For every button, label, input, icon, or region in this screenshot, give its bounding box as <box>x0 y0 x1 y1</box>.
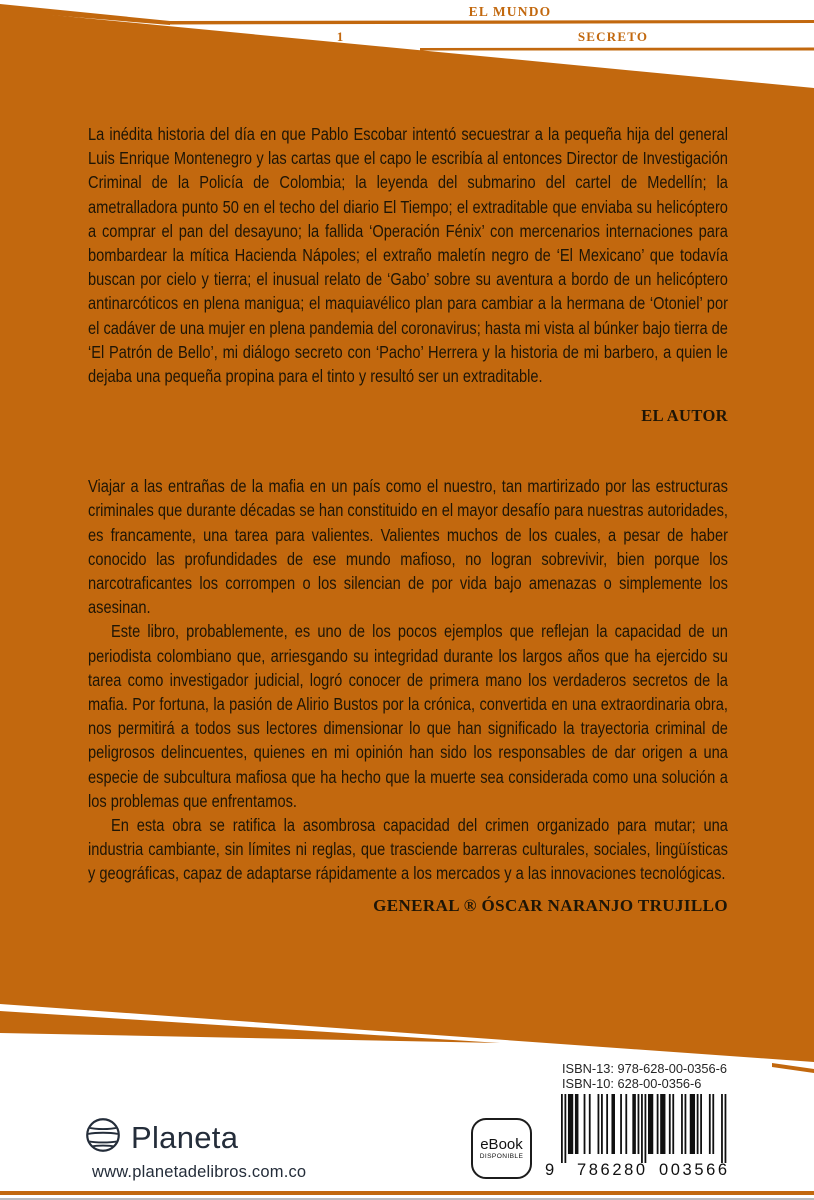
publisher-website: www.planetadelibros.com.co <box>92 1163 307 1181</box>
barcode-digit-left: 9 <box>545 1161 555 1179</box>
back-cover-text-block <box>88 122 814 916</box>
isbn-block <box>562 1062 727 1091</box>
planeta-globe-icon <box>84 1116 122 1159</box>
ebook-badge-subtitle: DISPONIBLE <box>479 1152 524 1160</box>
barcode-digit-group1: 786280 <box>577 1161 648 1179</box>
review-paragraph-1: Viajar a las entrañas de la mafia en un país como el nuestro, tan martirizado por las estructuras criminales que durante décadas se han constituido en el mayor desafío para nuestras autoridades, es francamente, una tarea para valientes. Valientes muchos de los cuales, a pesar de haber conocido las profundidades de ese mundo mafioso, no logran sobrevivir, bien porque los narcotraficantes los corrompen o los silencian de por vida bajo amenazas o simplemente los asesinan. <box>88 476 728 618</box>
isbn13-text: ISBN-13: 978-628-00-0356-6 <box>562 1061 728 1076</box>
publisher-name: Planeta <box>131 1119 239 1155</box>
top-rule-2 <box>420 48 814 51</box>
ebook-available-badge <box>471 1118 532 1179</box>
top-rule-1 <box>168 20 814 25</box>
review-paragraph-3: En esta obra se ratifica la asombrosa capacidad del crimen organizado para mutar; una industria cambiante, sin límites ni reglas, que trasciende barreras culturales, sociales, lingüísticas y geográficas, capaz de adaptarse rápidamente a los mercados y a las innovaciones tecnológicas. <box>88 815 728 884</box>
author-signature: EL AUTOR <box>641 406 728 426</box>
reviewer-signature: GENERAL ® ÓSCAR NARANJO TRUJILLO <box>373 895 728 915</box>
barcode <box>561 1094 728 1169</box>
review-paragraph-2: Este libro, probablemente, es uno de los pocos ejemplos que reflejan la capacidad de un periodista colombiano que, arriesgando su integridad durante los largos años que ha ejercido su tarea como investigador judicial, logró conocer de primera mano los verdaderos secretos de la mafia. Por fortuna, la pasión de Alirio Bustos por la crónica, convertida en una extraordinaria obra, nos permitirá a todos sus lectores dimensionar lo que han significado la trayectoria criminal de peligrosos delincuentes, quienes en mi opinión han sido los responsables de dar origen a una especie de subcultura mafiosa que ha hecho que la muerte sea considerada como una solución a los problemas que enfrentamos. <box>88 621 728 811</box>
series-title-el-mundo: EL MUNDO <box>468 4 552 19</box>
isbn10-text: ISBN-10: 628-00-0356-6 <box>562 1075 702 1091</box>
publisher-logo <box>84 1116 238 1159</box>
bottom-right-stripe <box>772 1063 814 1073</box>
ebook-badge-title: eBook <box>480 1135 523 1153</box>
volume-number: 1 <box>336 29 344 44</box>
synopsis-paragraph: La inédita historia del día en que Pablo Escobar intentó secuestrar a la pequeña hija del general Luis Enrique Montenegro y las cartas que el capo le escribía al entonces Director de Investigación Criminal de la Policía de Colombia; la leyenda del submarino del cartel de Medellín; la ametralladora punto 50 en el techo del diario El Tiempo; el extraditable que enviaba su helicóptero a comprar el pan del desayuno; la fallida ‘Operación Fénix’ con mercenarios internaciones para bombardear la mítica Hacienda Nápoles; el extraño maletín negro de ‘El Mexicano’ que todavía buscan por cielo y tierra; el inusual relato de ‘Gabo’ sobre su aventura a bordo de un helicóptero antinarcóticos en plena manigua; el maquiavélico plan para cambiar a la hermana de ‘Otoniel’ por el cadáver de una mujer en plena pandemia del coronavirus; hasta mi vista al búnker bajo tierra de ‘El Patrón de Bello’, mi diálogo secreto con ‘Pacho’ Herrera y la historia de mi barbero, a quien le dejaba una pequeña propina para el tinto y resultó ser un extraditable. <box>88 124 728 387</box>
series-title-secreto: SECRETO <box>577 29 649 44</box>
bottom-orange-rule <box>0 1191 814 1195</box>
barcode-digit-group2: 003566 <box>659 1161 730 1179</box>
